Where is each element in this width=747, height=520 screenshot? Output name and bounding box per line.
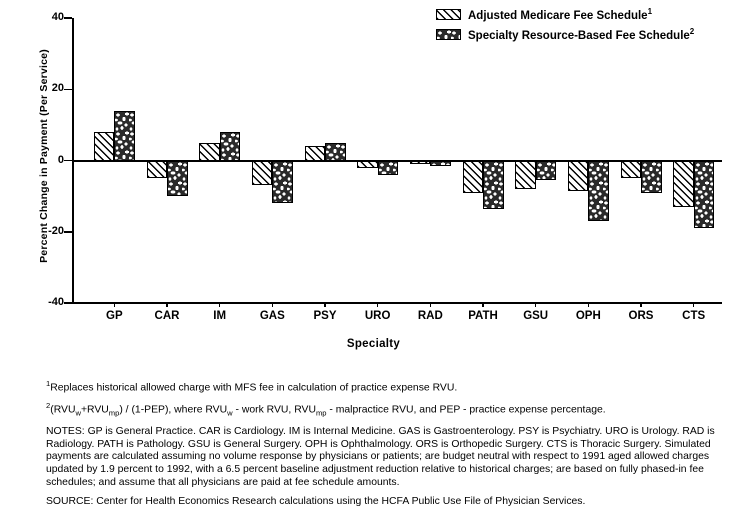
- bar-gas-series2: [272, 161, 293, 204]
- x-tick: [377, 302, 379, 307]
- x-tick-label-ors: ORS: [628, 310, 654, 322]
- bar-im-series2: [220, 132, 241, 161]
- bar-gsu-series2: [536, 161, 557, 181]
- x-tick-label-path: PATH: [468, 310, 498, 322]
- x-tick: [482, 302, 484, 307]
- y-tick: [64, 17, 72, 19]
- x-tick-label-im: IM: [213, 310, 227, 322]
- bar-cts-series2: [694, 161, 715, 229]
- source-label: SOURCE:: [46, 496, 94, 508]
- notes-section: [46, 378, 736, 509]
- x-tick-label-rad: RAD: [417, 310, 443, 322]
- bar-rad-series2: [430, 161, 451, 166]
- x-tick-label-gp: GP: [106, 310, 123, 322]
- bar-uro-series1: [357, 161, 378, 168]
- footnote-2: $^2(RVU_w+RVU_{mp}) / (1-PEP)$, where $RVU_w$ - work RVU, $RVU_{mp}$ - malpractice RVU, and PEP - practice expense percentage.: [46, 401, 606, 418]
- bar-path-series2: [483, 161, 504, 209]
- x-tick: [272, 302, 274, 307]
- y-tick-label: -40: [48, 296, 64, 308]
- notes-label: NOTES:: [46, 426, 85, 438]
- bar-gp-series1: [94, 132, 115, 161]
- x-tick: [535, 302, 537, 307]
- source-text: Center for Health Economics Research calculations using the HCFA Public Use File of Physician Services.: [96, 496, 586, 508]
- x-tick-label-uro: URO: [364, 310, 391, 322]
- x-axis-title: Specialty: [346, 338, 401, 350]
- y-axis-title: Percent Change in Payment (Per Service): [38, 49, 50, 263]
- bar-psy-series1: [305, 146, 326, 160]
- y-tick: [64, 160, 72, 162]
- footnote-1-marker: 1: [46, 379, 51, 388]
- footnote-2-marker: 2: [46, 401, 51, 411]
- notes-paragraph: [46, 426, 736, 489]
- bar-ors-series2: [641, 161, 662, 193]
- x-tick: [693, 302, 695, 307]
- x-tick-label-car: CAR: [154, 310, 180, 322]
- x-tick-label-gsu: GSU: [523, 310, 549, 322]
- bar-path-series1: [463, 161, 484, 193]
- footnote-1: [46, 378, 736, 395]
- source-paragraph: [46, 496, 736, 509]
- x-tick-label-psy: PSY: [313, 310, 337, 322]
- x-axis-line: [72, 302, 722, 304]
- x-tick-label-oph: OPH: [575, 310, 601, 322]
- x-tick: [430, 302, 432, 307]
- legend-label-1: Adjusted Medicare Fee Schedule$^1$: [468, 7, 653, 22]
- x-tick: [640, 302, 642, 307]
- x-tick: [114, 302, 116, 307]
- bar-cts-series1: [673, 161, 694, 207]
- x-tick: [219, 302, 221, 307]
- legend-label-2: Specialty Resource-Based Fee Schedule$^2$: [468, 27, 695, 42]
- x-tick: [324, 302, 326, 307]
- bar-car-series1: [147, 161, 168, 179]
- bar-psy-series2: [325, 143, 346, 161]
- y-tick: [64, 231, 72, 233]
- x-tick: [166, 302, 168, 307]
- bar-gp-series2: [114, 111, 135, 161]
- x-tick-label-gas: GAS: [259, 310, 285, 322]
- y-tick-label: -20: [48, 224, 64, 237]
- bar-oph-series2: [588, 161, 609, 222]
- bar-car-series2: [167, 161, 188, 197]
- x-tick: [588, 302, 590, 307]
- y-tick-label: 40: [51, 11, 64, 23]
- footnote-1-text: Replaces historical allowed charge with MFS fee in calculation of practice expense RVU.: [50, 382, 458, 394]
- bar-uro-series2: [378, 161, 399, 175]
- y-tick-label: 20: [51, 82, 64, 95]
- bar-im-series1: [199, 143, 220, 161]
- x-tick-label-cts: CTS: [682, 310, 706, 322]
- bar-ors-series1: [621, 161, 642, 179]
- bar-gas-series1: [252, 161, 273, 186]
- y-tick: [64, 89, 72, 91]
- bar-gsu-series1: [515, 161, 536, 190]
- y-tick-label: 0: [57, 153, 64, 166]
- notes-text: GP is General Practice. CAR is Cardiology. IM is Internal Medicine. GAS is Gastroenterology. PSY is Psychiatry. URO is Urology. RAD is Radiology. PATH is Pathology. GSU is General Surgery. OPH is Ophthalmology. ORS is Orthopedic Surgery. CTS is Thoracic Surgery. Simulated payments are calculated assuming no volume response by physicians or patients; are budget neutral with respect to 1991 aged allowed charges updated by 1.9 percent to 1992, with a 6.5 percent baseline adjustment reduction relative to historical charges; are based on fully phased-in fee schedules; and assume that all physicians are paid at fee schedule amounts.: [46, 426, 715, 488]
- bar-oph-series1: [568, 161, 589, 191]
- bar-rad-series1: [410, 161, 431, 165]
- y-tick: [64, 302, 72, 304]
